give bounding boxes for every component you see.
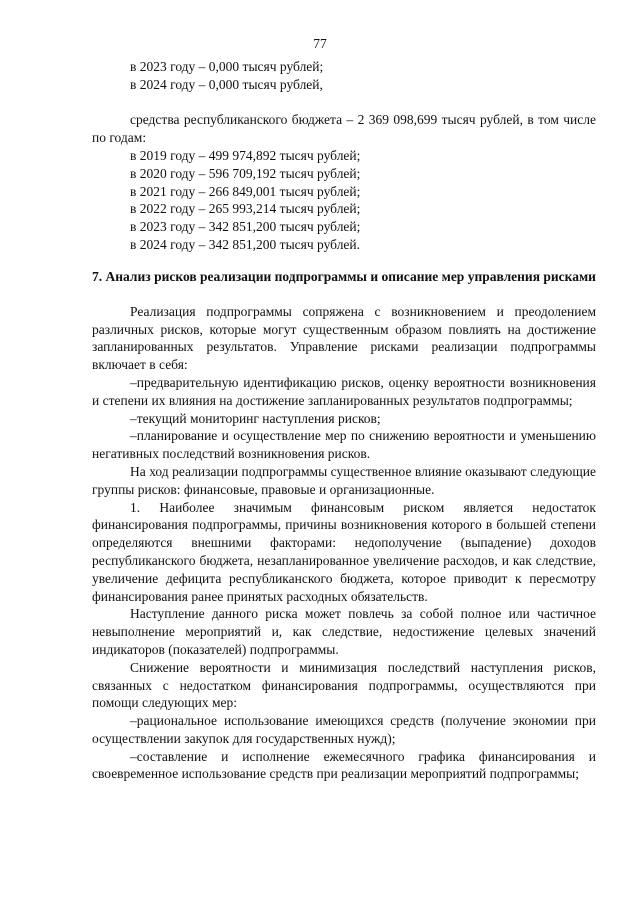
funding-line: в 2024 году – 0,000 тысяч рублей, (130, 76, 323, 92)
paragraph: Снижение вероятности и минимизация последствий наступления рисков, связанных с недостатком финансирования подпрограммы, осуществляются при помощи следующих мер: (92, 659, 596, 711)
paragraph: –планирование и осуществление мер по снижению вероятности и уменьшению негативных последствий возникновения рисков. (92, 428, 596, 462)
section-heading: 7. Анализ рисков реализации подпрограммы и описание мер управления рисками (92, 268, 596, 284)
republican-budget-intro: средства республиканского бюджета – 2 369 098,699 тысяч рублей, в том числе по годам: (92, 112, 596, 146)
funding-line: в 2023 году – 0,000 тысяч рублей; (130, 59, 324, 74)
paragraph: Реализация подпрограммы сопряжена с возникновением и преодолением различных рисков, которые могут существенным образом повлиять на достижение запланированных результатов. Управление рисками реализации подпрограммы включает в себя: (92, 303, 596, 373)
paragraph: –рациональное использование имеющихся средств (получение экономии при осуществлении закупок для государственных нужд); (92, 713, 596, 746)
spacer (92, 94, 596, 112)
paragraph: 1. Наиболее значимым финансовым риском является недостаток финансирования подпрограммы, причины возникновения которого в большей степени определяются внешними факторами: недополучение (выпадение) доходов республиканского бюджета, незапланированное увеличение расходов, и как следствие, увеличение дефицита республиканского бюджета, которое приводит к пересмотру финансирования ранее принятых расходных обязательств. (92, 499, 596, 604)
funding-line: в 2021 году – 266 849,001 тысяч рублей; (130, 183, 361, 199)
paragraph: На ход реализации подпрограммы существенное влияние оказывают следующие группы рисков: финансовые, правовые и организационные. (92, 463, 596, 497)
funding-line: в 2024 году – 342 851,200 тысяч рублей. (130, 236, 361, 252)
document-body (92, 58, 596, 783)
paragraph: –составление и исполнение ежемесячного графика финансирования и своевременное использование средств при реализации мероприятий подпрограммы; (92, 748, 596, 782)
funding-line: в 2022 году – 265 993,214 тысяч рублей; (130, 201, 361, 217)
funding-line: в 2023 году – 342 851,200 тысяч рублей; (130, 219, 361, 235)
paragraph: Наступление данного риска может повлечь за собой полное или частичное невыполнение мероприятий и, как следствие, недостижение целевых значений индикаторов (показателей) подпрограммы. (92, 606, 596, 657)
page-number: 77 (313, 36, 327, 51)
funding-line: в 2019 году – 499 974,892 тысяч рублей; (130, 147, 361, 163)
paragraph: –текущий мониторинг наступления рисков; (130, 410, 381, 426)
paragraph: –предварительную идентификацию рисков, оценку вероятности возникновения и степени их влияния на достижение запланированных результатов подпрограммы; (92, 374, 596, 408)
funding-line: в 2020 году – 596 709,192 тысяч рублей; (130, 165, 361, 181)
